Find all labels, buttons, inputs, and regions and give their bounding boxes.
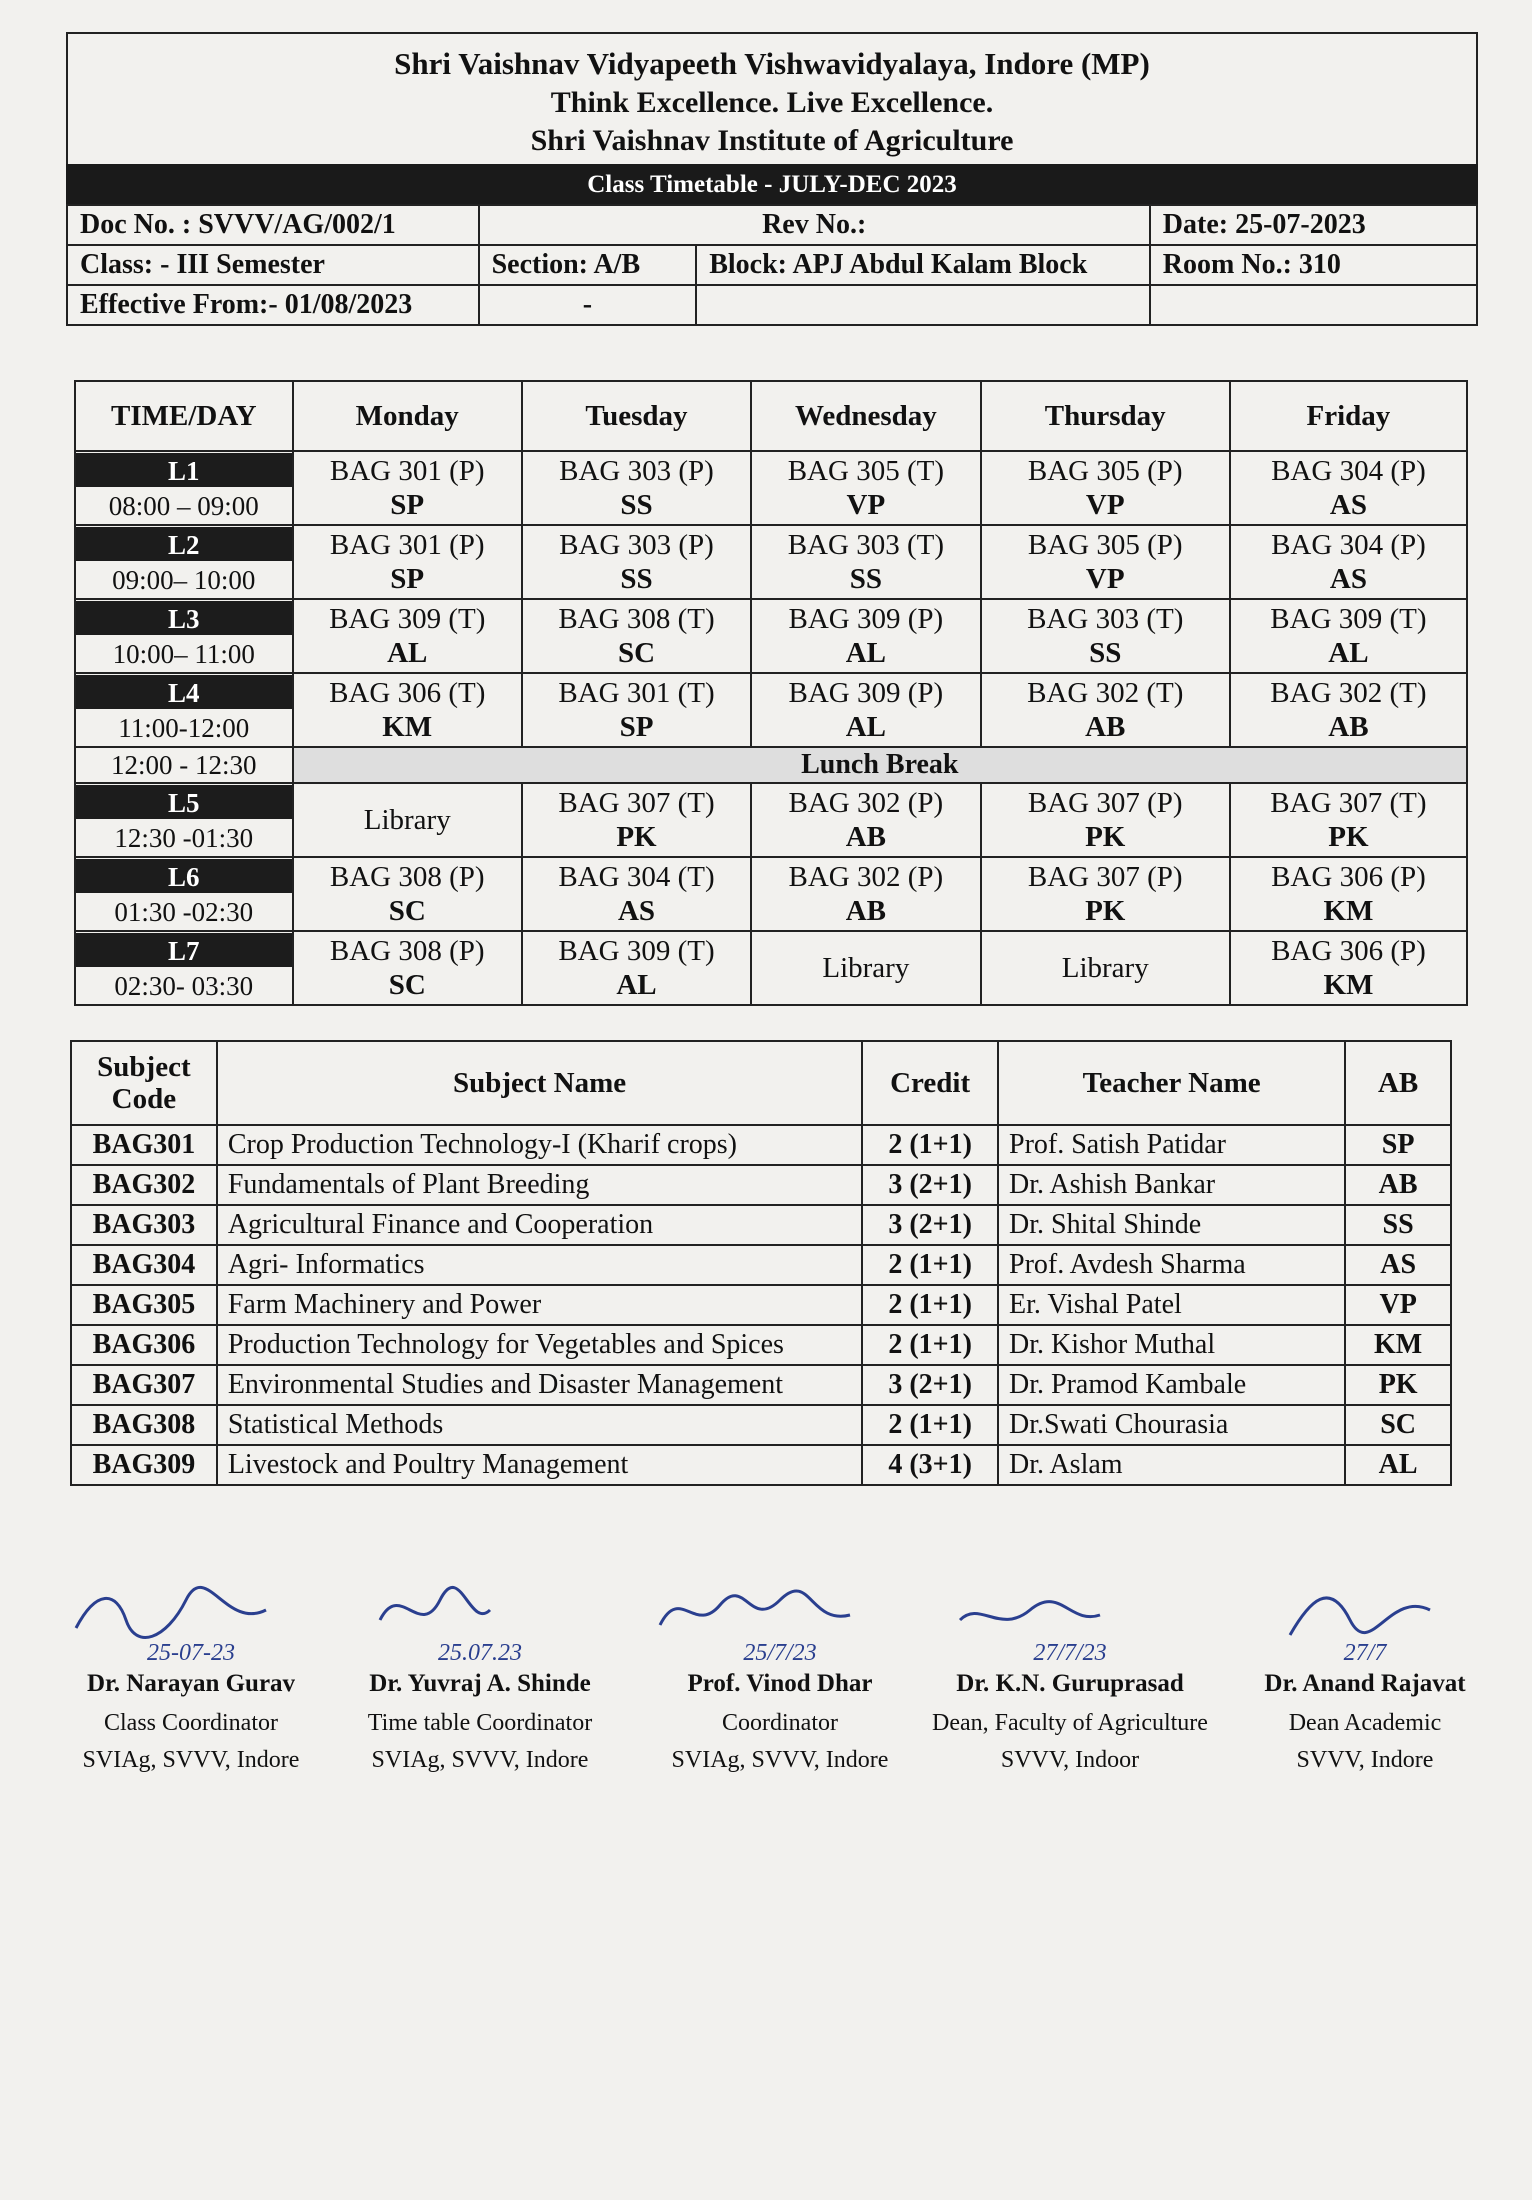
timetable-header-row	[75, 381, 1467, 451]
header-subject-code: Subject Code	[71, 1041, 217, 1125]
course-code: BAG 309 (P)	[788, 677, 944, 709]
course-code: BAG 308 (T)	[558, 603, 715, 635]
class-cell-friday	[1230, 525, 1467, 599]
subject-name: Fundamentals of Plant Breeding	[217, 1165, 862, 1205]
class-cell-thursday	[981, 525, 1230, 599]
teacher-name: Dr. Pramod Kambale	[998, 1365, 1345, 1405]
subject-name: Farm Machinery and Power	[217, 1285, 862, 1325]
section-dash: -	[479, 285, 697, 325]
subject-credit: 2 (1+1)	[862, 1405, 998, 1445]
signature-date: 27/7/23	[1033, 1640, 1107, 1666]
signature-scribble	[650, 1580, 910, 1670]
lecture-time: 01:30 -02:30	[114, 897, 254, 927]
signature-date: 25.07.23	[438, 1640, 522, 1666]
course-code: BAG 302 (T)	[1027, 677, 1184, 709]
class-cell-wednesday	[751, 673, 981, 747]
class-cell-monday	[293, 857, 522, 931]
block-info: Block: APJ Abdul Kalam Block	[696, 245, 1150, 285]
teacher-abbr: KM	[382, 711, 433, 743]
class-cell-tuesday	[522, 525, 751, 599]
lecture-time: 09:00– 10:00	[112, 565, 256, 595]
signatory-name: Dr. K.N. Guruprasad	[956, 1670, 1184, 1697]
teacher-abbr: AB	[845, 895, 886, 927]
class-info: Class: - III Semester	[67, 245, 479, 285]
teacher-abbreviation: SS	[1345, 1205, 1451, 1245]
day-header-wednesday: Wednesday	[751, 381, 981, 451]
teacher-abbr: SP	[619, 711, 654, 743]
teacher-abbr: SP	[390, 563, 425, 595]
course-code: BAG 306 (P)	[1271, 861, 1426, 893]
class-cell-monday	[293, 451, 522, 525]
class-cell-monday	[293, 525, 522, 599]
course-code: BAG 302 (P)	[788, 787, 944, 819]
class-cell-thursday	[981, 783, 1230, 857]
timetable-row	[75, 673, 1467, 747]
subject-code: BAG305	[71, 1285, 217, 1325]
handwritten-signature	[650, 1580, 910, 1670]
signature-scribble	[350, 1580, 610, 1670]
teacher-name: Dr. Shital Shinde	[998, 1205, 1345, 1245]
course-code: BAG 305 (P)	[1027, 529, 1183, 561]
course-code: BAG 309 (T)	[1270, 603, 1427, 635]
course-code: BAG 308 (P)	[329, 861, 485, 893]
teacher-abbr: AB	[845, 821, 886, 853]
course-code: BAG 307 (T)	[558, 787, 715, 819]
lecture-label: L2	[76, 527, 292, 561]
course-code: BAG 307 (P)	[1027, 861, 1183, 893]
subject-credit: 2 (1+1)	[862, 1245, 998, 1285]
signatory-role: Class Coordinator	[104, 1710, 278, 1736]
lunch-row	[75, 747, 1467, 783]
handwritten-signature	[56, 1580, 326, 1670]
empty-cell	[696, 285, 1150, 325]
class-cell-wednesday	[751, 599, 981, 673]
lecture-label: L1	[76, 453, 292, 487]
subject-name: Production Technology for Vegetables and Spices	[217, 1325, 862, 1365]
time-slot	[75, 525, 293, 599]
teacher-abbr: SS	[620, 563, 653, 595]
tagline: Think Excellence. Live Excellence.	[550, 86, 994, 119]
time-slot	[75, 673, 293, 747]
course-code: BAG 304 (T)	[558, 861, 715, 893]
teacher-abbr: AL	[616, 969, 657, 1001]
teacher-name: Er. Vishal Patel	[998, 1285, 1345, 1325]
signatory-org: SVIAg, SVVV, Indore	[671, 1747, 889, 1773]
signatory-role: Dean Academic	[1288, 1710, 1442, 1736]
lecture-time: 08:00 – 09:00	[108, 491, 259, 521]
timetable-row	[75, 857, 1467, 931]
signature-date: 25-07-23	[147, 1640, 235, 1666]
signatory-name: Dr. Anand Rajavat	[1264, 1670, 1466, 1697]
signature-date: 27/7	[1343, 1640, 1387, 1666]
day-header-friday: Friday	[1230, 381, 1467, 451]
lecture-label: L3	[76, 601, 292, 635]
signature-block	[650, 1580, 910, 1774]
teacher-abbr: VP	[1085, 563, 1125, 595]
class-cell-wednesday	[751, 857, 981, 931]
class-cell-monday	[293, 931, 522, 1005]
subject-row	[71, 1125, 1451, 1165]
teacher-abbreviation: SP	[1345, 1125, 1451, 1165]
teacher-abbr: PK	[1328, 821, 1369, 853]
course-code: BAG 307 (P)	[1027, 787, 1183, 819]
course-code: BAG 308 (P)	[329, 935, 485, 967]
time-slot	[75, 857, 293, 931]
teacher-abbr: AS	[617, 895, 656, 927]
subject-credit: 3 (2+1)	[862, 1365, 998, 1405]
lecture-time: 10:00– 11:00	[112, 639, 255, 669]
signatory-name: Dr. Yuvraj A. Shinde	[369, 1670, 591, 1697]
lecture-label: L4	[76, 675, 292, 709]
course-code: Library	[1061, 952, 1149, 984]
signatory-role: Dean, Faculty of Agriculture	[932, 1710, 1208, 1736]
teacher-abbreviation: PK	[1345, 1365, 1451, 1405]
teacher-abbr: AL	[845, 711, 886, 743]
subject-code: BAG304	[71, 1245, 217, 1285]
header-abbreviation: AB	[1345, 1041, 1451, 1125]
teacher-abbr: SS	[1089, 637, 1122, 669]
subject-row	[71, 1365, 1451, 1405]
class-cell-monday	[293, 599, 522, 673]
subject-header-row	[71, 1041, 1451, 1125]
lecture-time: 12:30 -01:30	[114, 823, 254, 853]
subject-row	[71, 1245, 1451, 1285]
signature-block	[920, 1580, 1220, 1774]
class-cell-friday	[1230, 783, 1467, 857]
handwritten-signature	[1240, 1580, 1490, 1670]
subject-name: Agri- Informatics	[217, 1245, 862, 1285]
course-code: BAG 301 (P)	[329, 529, 485, 561]
class-cell-thursday	[981, 599, 1230, 673]
teacher-abbreviation: AS	[1345, 1245, 1451, 1285]
class-cell-tuesday	[522, 673, 751, 747]
course-code: BAG 304 (P)	[1271, 529, 1426, 561]
teacher-name: Dr. Kishor Muthal	[998, 1325, 1345, 1365]
revision-number: Rev No.:	[479, 205, 1150, 245]
signature-block	[1240, 1580, 1490, 1774]
subject-row	[71, 1205, 1451, 1245]
signatory-role: Time table Coordinator	[367, 1710, 593, 1736]
subject-name: Environmental Studies and Disaster Management	[217, 1365, 862, 1405]
teacher-abbr: AB	[1085, 711, 1126, 743]
class-cell-thursday	[981, 451, 1230, 525]
class-cell-monday	[293, 673, 522, 747]
time-slot	[75, 599, 293, 673]
time-slot	[75, 783, 293, 857]
header-teacher-name: Teacher Name	[998, 1041, 1345, 1125]
class-cell-thursday	[981, 673, 1230, 747]
subject-credit: 4 (3+1)	[862, 1445, 998, 1485]
teacher-name: Prof. Satish Patidar	[998, 1125, 1345, 1165]
subject-row	[71, 1285, 1451, 1325]
signatory-org: SVVV, Indore	[1296, 1747, 1434, 1773]
teacher-abbr: AB	[1328, 711, 1369, 743]
subject-code: BAG306	[71, 1325, 217, 1365]
teacher-abbr: SS	[849, 563, 882, 595]
course-code: BAG 306 (T)	[329, 677, 486, 709]
class-timetable	[74, 380, 1468, 1006]
course-code: BAG 303 (T)	[787, 529, 944, 561]
day-header-thursday: Thursday	[981, 381, 1230, 451]
lecture-time: 11:00-12:00	[118, 713, 250, 743]
signature-scribble	[920, 1580, 1220, 1670]
subject-name: Agricultural Finance and Cooperation	[217, 1205, 862, 1245]
timetable-row	[75, 931, 1467, 1005]
teacher-abbr: PK	[616, 821, 657, 853]
subject-credit: 3 (2+1)	[862, 1205, 998, 1245]
class-cell-wednesday	[751, 783, 981, 857]
teacher-abbr: VP	[846, 489, 886, 521]
handwritten-signature	[920, 1580, 1220, 1670]
teacher-name: Dr. Aslam	[998, 1445, 1345, 1485]
teacher-abbr: PK	[1085, 821, 1126, 853]
timetable-row	[75, 525, 1467, 599]
institute-name: Shri Vaishnav Institute of Agriculture	[530, 124, 1014, 157]
lecture-label: L5	[76, 785, 292, 819]
timetable-title: Class Timetable - JULY-DEC 2023	[66, 164, 1478, 204]
class-cell-wednesday	[751, 451, 981, 525]
course-code: BAG 306 (P)	[1271, 935, 1426, 967]
signature-scribble	[1240, 1580, 1490, 1670]
course-code: BAG 303 (T)	[1027, 603, 1184, 635]
teacher-abbr: SC	[388, 895, 426, 927]
course-code: BAG 303 (P)	[559, 455, 714, 487]
teacher-abbreviation: SC	[1345, 1405, 1451, 1445]
subject-credit: 2 (1+1)	[862, 1325, 998, 1365]
teacher-abbr: AS	[1329, 489, 1367, 521]
subject-code: BAG308	[71, 1405, 217, 1445]
signatory-org: SVVV, Indoor	[1000, 1747, 1140, 1773]
document-header	[66, 32, 1478, 326]
course-code: BAG 305 (P)	[1027, 455, 1183, 487]
subject-row	[71, 1325, 1451, 1365]
teacher-abbr: SC	[388, 969, 426, 1001]
subject-row	[71, 1445, 1451, 1485]
class-cell-wednesday	[751, 931, 981, 1005]
lecture-time: 02:30- 03:30	[114, 971, 254, 1001]
course-code: BAG 309 (T)	[558, 935, 715, 967]
time-slot	[75, 931, 293, 1005]
teacher-abbr: SS	[620, 489, 653, 521]
subject-row	[71, 1165, 1451, 1205]
timetable-row	[75, 451, 1467, 525]
class-cell-tuesday	[522, 931, 751, 1005]
subject-code: BAG307	[71, 1365, 217, 1405]
day-header-monday: Monday	[293, 381, 522, 451]
signature-block	[350, 1580, 610, 1774]
room-info: Room No.: 310	[1150, 245, 1477, 285]
course-code: Library	[363, 804, 451, 836]
header-credit: Credit	[862, 1041, 998, 1125]
corner-header: TIME/DAY	[75, 381, 293, 451]
subject-name: Statistical Methods	[217, 1405, 862, 1445]
subject-table	[70, 1040, 1452, 1486]
subject-credit: 3 (2+1)	[862, 1165, 998, 1205]
signatory-name: Dr. Narayan Gurav	[86, 1670, 296, 1697]
teacher-abbreviation: AB	[1345, 1165, 1451, 1205]
signatory-name: Prof. Vinod Dhar	[687, 1670, 873, 1697]
course-code: BAG 302 (T)	[1270, 677, 1427, 709]
teacher-abbreviation: VP	[1345, 1285, 1451, 1325]
class-cell-wednesday	[751, 525, 981, 599]
signature-date: 25/7/23	[743, 1640, 817, 1666]
subject-name: Crop Production Technology-I (Kharif crops)	[217, 1125, 862, 1165]
class-cell-tuesday	[522, 857, 751, 931]
lecture-label: L6	[76, 859, 292, 893]
course-code: BAG 309 (T)	[329, 603, 486, 635]
teacher-abbr: AL	[387, 637, 428, 669]
subject-code: BAG302	[71, 1165, 217, 1205]
teacher-abbr: KM	[1323, 895, 1374, 927]
timetable-row	[75, 783, 1467, 857]
teacher-abbreviation: KM	[1345, 1325, 1451, 1365]
institution-banner	[66, 32, 1478, 164]
class-cell-thursday	[981, 857, 1230, 931]
university-name: Shri Vaishnav Vidyapeeth Vishwavidyalaya, Indore (MP)	[394, 46, 1150, 81]
signature-scribble	[56, 1580, 326, 1670]
signature-block	[56, 1580, 326, 1774]
course-code: BAG 302 (P)	[788, 861, 944, 893]
class-cell-friday	[1230, 673, 1467, 747]
course-code: BAG 305 (T)	[787, 455, 944, 487]
teacher-abbr: PK	[1085, 895, 1126, 927]
teacher-abbr: SC	[617, 637, 656, 669]
course-code: BAG 301 (P)	[329, 455, 485, 487]
subject-code: BAG309	[71, 1445, 217, 1485]
effective-from: Effective From:- 01/08/2023	[67, 285, 479, 325]
lecture-label: L7	[76, 933, 292, 967]
subject-code: BAG303	[71, 1205, 217, 1245]
subject-row	[71, 1405, 1451, 1445]
course-code: BAG 309 (P)	[788, 603, 944, 635]
teacher-abbr: AL	[845, 637, 886, 669]
signatory-role: Coordinator	[722, 1710, 838, 1736]
course-code: BAG 307 (T)	[1270, 787, 1427, 819]
teacher-abbr: VP	[1085, 489, 1125, 521]
class-cell-friday	[1230, 599, 1467, 673]
empty-cell	[1150, 285, 1477, 325]
class-cell-friday	[1230, 451, 1467, 525]
timetable-row	[75, 599, 1467, 673]
subject-code: BAG301	[71, 1125, 217, 1165]
teacher-abbreviation: AL	[1345, 1445, 1451, 1485]
teacher-name: Dr. Ashish Bankar	[998, 1165, 1345, 1205]
lunch-time: 12:00 - 12:30	[75, 747, 293, 783]
class-cell-thursday	[981, 931, 1230, 1005]
course-code: Library	[822, 952, 910, 984]
class-cell-tuesday	[522, 599, 751, 673]
subject-name: Livestock and Poultry Management	[217, 1445, 862, 1485]
course-code: BAG 303 (P)	[559, 529, 714, 561]
class-cell-tuesday	[522, 451, 751, 525]
signatory-org: SVIAg, SVVV, Indore	[371, 1747, 589, 1773]
day-header-tuesday: Tuesday	[522, 381, 751, 451]
header-subject-name: Subject Name	[217, 1041, 862, 1125]
class-cell-tuesday	[522, 783, 751, 857]
teacher-abbr: AL	[1328, 637, 1369, 669]
course-code: BAG 301 (T)	[558, 677, 715, 709]
doc-number: Doc No. : SVVV/AG/002/1	[67, 205, 479, 245]
section-info: Section: A/B	[479, 245, 697, 285]
doc-info-table	[66, 204, 1478, 326]
handwritten-signature	[350, 1580, 610, 1670]
doc-date: Date: 25-07-2023	[1150, 205, 1477, 245]
teacher-abbr: AS	[1329, 563, 1367, 595]
lunch-break-label: Lunch Break	[293, 747, 1467, 783]
teacher-name: Dr.Swati Chourasia	[998, 1405, 1345, 1445]
teacher-name: Prof. Avdesh Sharma	[998, 1245, 1345, 1285]
teacher-abbr: KM	[1323, 969, 1374, 1001]
subject-credit: 2 (1+1)	[862, 1125, 998, 1165]
time-slot	[75, 451, 293, 525]
subject-credit: 2 (1+1)	[862, 1285, 998, 1325]
class-cell-friday	[1230, 931, 1467, 1005]
course-code: BAG 304 (P)	[1271, 455, 1426, 487]
class-cell-friday	[1230, 857, 1467, 931]
class-cell-monday	[293, 783, 522, 857]
teacher-abbr: SP	[390, 489, 425, 521]
signatory-org: SVIAg, SVVV, Indore	[82, 1747, 300, 1773]
